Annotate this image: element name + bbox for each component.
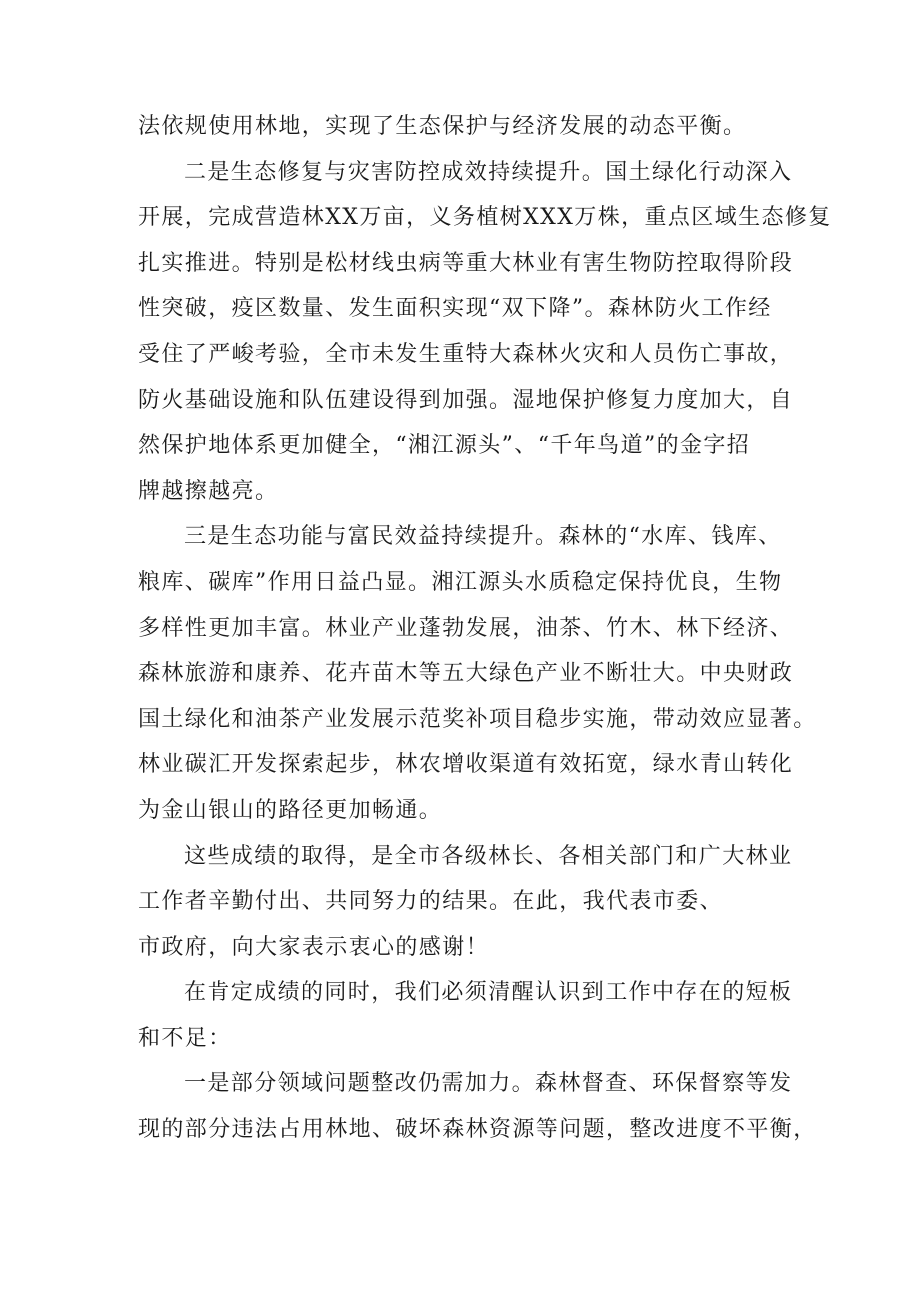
text-line: 粮库、碳库”作用日益凸显。湘江源头水质稳定保持优良，生物 [138,569,783,595]
text-line: 法依规使用林地，实现了生态保护与经济发展的动态平衡。 [138,114,747,139]
text-line: 林业碳汇开发探索起步，林农增收渠道有效拓宽，绿水青山转化 [138,752,794,778]
text-line: 市政府，向大家表示衷心的感谢！ [138,934,490,960]
text-line: 开展，完成营造林XX万亩，义务植树XXX万株，重点区域生态修复 [138,205,832,231]
text-line: 为金山银山的路径更加畅通。 [138,797,443,823]
text-line: 受住了严峻考验，全市未发生重特大森林火灾和人员伤亡事故， [138,341,794,367]
text-line: 国土绿化和油茶产业发展示范奖补项目稳步实施，带动效应显著。 [138,706,817,732]
text-line: 工作者辛勤付出、共同努力的结果。在此，我代表市委、 [138,889,724,915]
document-body [138,104,832,1153]
text-line: 现的部分违法占用林地、破坏森林资源等问题，整改进度不平衡， [138,1117,817,1143]
text-line: 防火基础设施和队伍建设得到加强。湿地保护修复力度加大，自 [138,387,794,413]
text-line: 森林旅游和康养、花卉苗木等五大绿色产业不断壮大。中央财政 [138,661,794,687]
text-line: 性突破，疫区数量、发生面积实现“双下降”。森林防火工作经 [138,296,772,322]
paragraph-start-line: 在肯定成绩的同时，我们必须清醒认识到工作中存在的短板 [184,980,793,1006]
paragraph-start-line: 这些成绩的取得，是全市各级林长、各相关部门和广大林业 [184,843,793,869]
text-line: 多样性更加丰富。林业产业蓬勃发展，油茶、竹木、林下经济、 [138,615,794,641]
text-line: 然保护地体系更加健全，“湘江源头”、“千年鸟道”的金字招 [138,433,751,459]
text-line: 和不足： [138,1025,232,1051]
paragraph-start-line: 三是生态功能与富民效益持续提升。森林的“水库、钱库、 [184,524,782,550]
text-line: 扎实推进。特别是松材线虫病等重大林业有害生物防控取得阶段 [138,250,794,276]
text-line: 牌越擦越亮。 [138,478,279,504]
paragraph-start-line: 二是生态修复与灾害防控成效持续提升。国土绿化行动深入 [184,159,793,185]
paragraph-start-line: 一是部分领域问题整改仍需加力。森林督查、环保督察等发 [184,1071,793,1097]
